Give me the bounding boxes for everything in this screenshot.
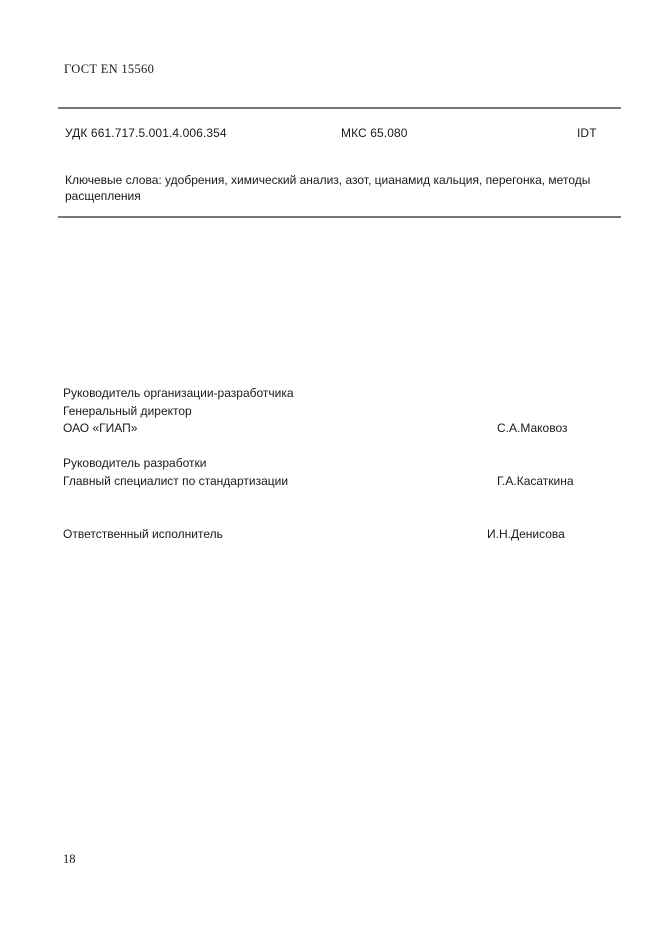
signatory-name: С.А.Маковоз <box>497 421 568 435</box>
top-divider <box>58 107 621 109</box>
signature-line <box>63 456 623 474</box>
position-title: Руководитель организации-разработчика <box>63 386 294 400</box>
signature-line <box>63 527 623 545</box>
mks-code: МКС 65.080 <box>341 126 408 140</box>
signature-line <box>63 421 623 439</box>
bottom-divider <box>58 216 621 218</box>
signature-line <box>63 404 623 422</box>
dev-lead-signature <box>63 456 623 491</box>
position-title: Главный специалист по стандартизации <box>63 473 289 488</box>
signature-line <box>63 386 623 404</box>
developer-org-signature <box>63 386 623 439</box>
position-title: Руководитель разработки <box>63 456 207 470</box>
organization-name: ОАО «ГИАП» <box>63 421 138 435</box>
keywords-paragraph: Ключевые слова: удобрения, химический анализ, азот, цианамид кальция, перегонка, методы расщепления <box>65 173 591 203</box>
signatory-name: Г.А.Касаткина <box>497 473 574 488</box>
signatory-name: И.Н.Денисова <box>487 527 565 541</box>
position-title: Генеральный директор <box>63 403 192 418</box>
udk-code: УДК 661.717.5.001.4.006.354 <box>65 126 227 140</box>
page-number: 18 <box>63 852 76 866</box>
position-title: Ответственный исполнитель <box>63 527 223 541</box>
document-code-header: ГОСТ EN 15560 <box>64 62 155 76</box>
signature-line <box>63 474 623 492</box>
conformity-degree: IDT <box>577 126 597 140</box>
executor-signature <box>63 527 623 545</box>
